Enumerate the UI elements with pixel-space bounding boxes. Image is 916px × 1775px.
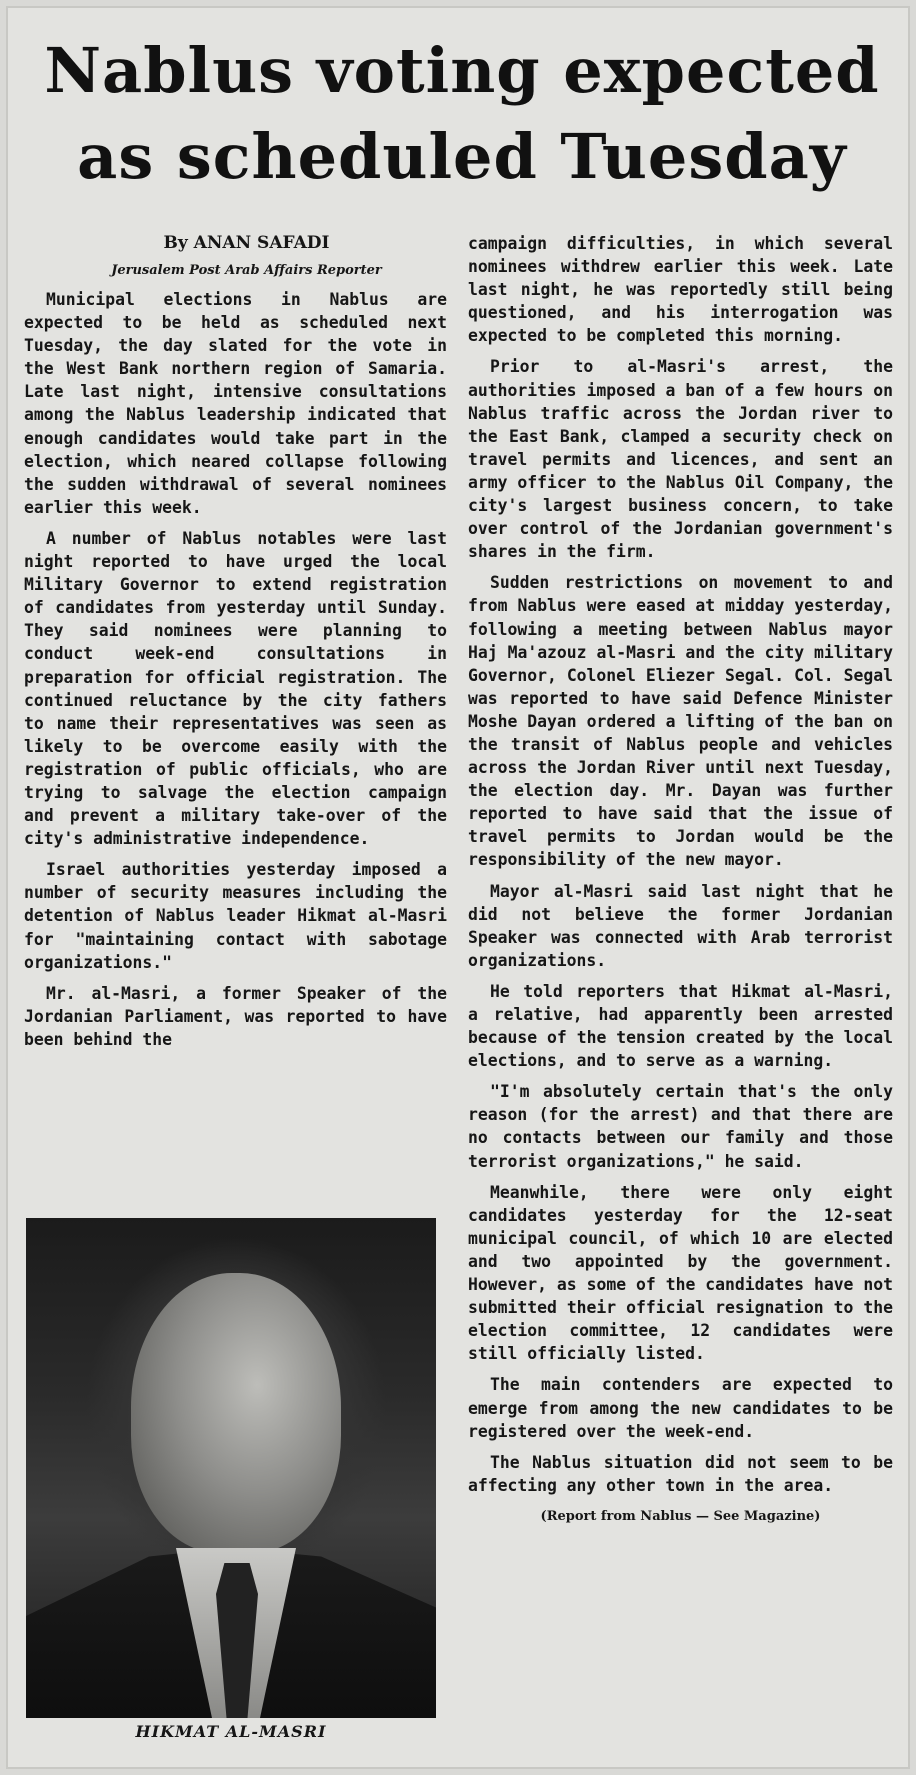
paragraph: "I'm absolutely certain that's the only reason (for the arrest) and that there are no contacts between our family and those terrorist organizations," he said. bbox=[468, 1082, 893, 1171]
paragraph: Israel authorities yesterday imposed a number of security measures including the detention of Nablus leader Hikmat al-Masri for "maintaining contact with sabotage organizations." bbox=[24, 860, 447, 972]
paragraph: A number of Nablus notables were last night reported to have urged the local Military Governor to extend registration of candidates from yesterday until Sunday. They said nominees were planning to conduct week-end consultations in preparation for official registration. The continued reluctance by the city fathers to name their representatives was seen as likely to be overcome easily with the registration of public officials, who are trying to salvage the election campaign and prevent a military take-over of the city's administrative independence. bbox=[24, 528, 447, 849]
article-column-right bbox=[468, 232, 893, 1536]
portrait-photo bbox=[26, 1218, 436, 1718]
article-column-left bbox=[24, 232, 447, 1059]
paragraph: Mayor al-Masri said last night that he did not believe the former Jordanian Speaker was connected with Arab terrorist organizations. bbox=[468, 881, 893, 970]
reporter-affiliation: Jerusalem Post Arab Affairs Reporter bbox=[111, 263, 382, 278]
report-credit: (Report from Nablus — See Magazine) bbox=[540, 1508, 821, 1524]
byline: By ANAN SAFADI bbox=[163, 233, 330, 253]
paragraph: He told reporters that Hikmat al-Masri, a relative, had apparently been arrested because of the tension created by the local elections, and to serve as a warning. bbox=[468, 981, 893, 1071]
paragraph: Mr. al-Masri, a former Speaker of the Jordanian Parliament, was reported to have been behind the bbox=[24, 983, 447, 1049]
paragraph: The Nablus situation did not seem to be affecting any other town in the area. bbox=[468, 1452, 893, 1495]
portrait-face bbox=[131, 1273, 341, 1553]
paragraph: The main contenders are expected to emerge from among the new candidates to be registered over the week-end. bbox=[468, 1375, 893, 1441]
paragraph: Meanwhile, there were only eight candidates yesterday for the 12-seat municipal council, of which 10 are elected and two appointed by the government. However, as some of the candidates have not submitted their official resignation to the election committee, 12 candidates were still officially listed. bbox=[468, 1182, 893, 1364]
photo-caption: HIKMAT AL-MASRI bbox=[135, 1722, 327, 1741]
paragraph: Municipal elections in Nablus are expected to be held as scheduled next Tuesday, the day slated for the vote in the West Bank northern region of Samaria. Late last night, intensive consultations among the Nablus leadership indicated that enough candidates would take part in the election, which neared collapse following the sudden withdrawal of several nominees earlier this week. bbox=[24, 290, 447, 517]
paragraph: Prior to al-Masri's arrest, the authorities imposed a ban of a few hours on Nablus traffic across the Jordan river to the East Bank, clamped a security check on travel permits and licences, and sent an army officer to the Nablus Oil Company, the city's largest business concern, to take over control of the Jordanian government's shares in the firm. bbox=[468, 357, 893, 562]
paragraph: campaign difficulties, in which several nominees withdrew earlier this week. Late last night, he was reportedly still being questioned, and his interrogation was expected to be completed this morning. bbox=[468, 234, 893, 346]
headline: Nablus voting expected as scheduled Tuesday bbox=[44, 34, 880, 193]
paragraph: Sudden restrictions on movement to and from Nablus were eased at midday yesterday, following a meeting between Nablus mayor Haj Ma'azouz al-Masri and the city military Governor, Colonel Eliezer Segal. Col. Segal was reported to have said Defence Minister Moshe Dayan ordered a lifting of the ban on the transit of Nablus people and vehicles across the Jordan River until next Tuesday, the election day. Mr. Dayan was further reported to have said that the issue of travel permits to Jordan would be the responsibility of the new mayor. bbox=[468, 573, 893, 870]
